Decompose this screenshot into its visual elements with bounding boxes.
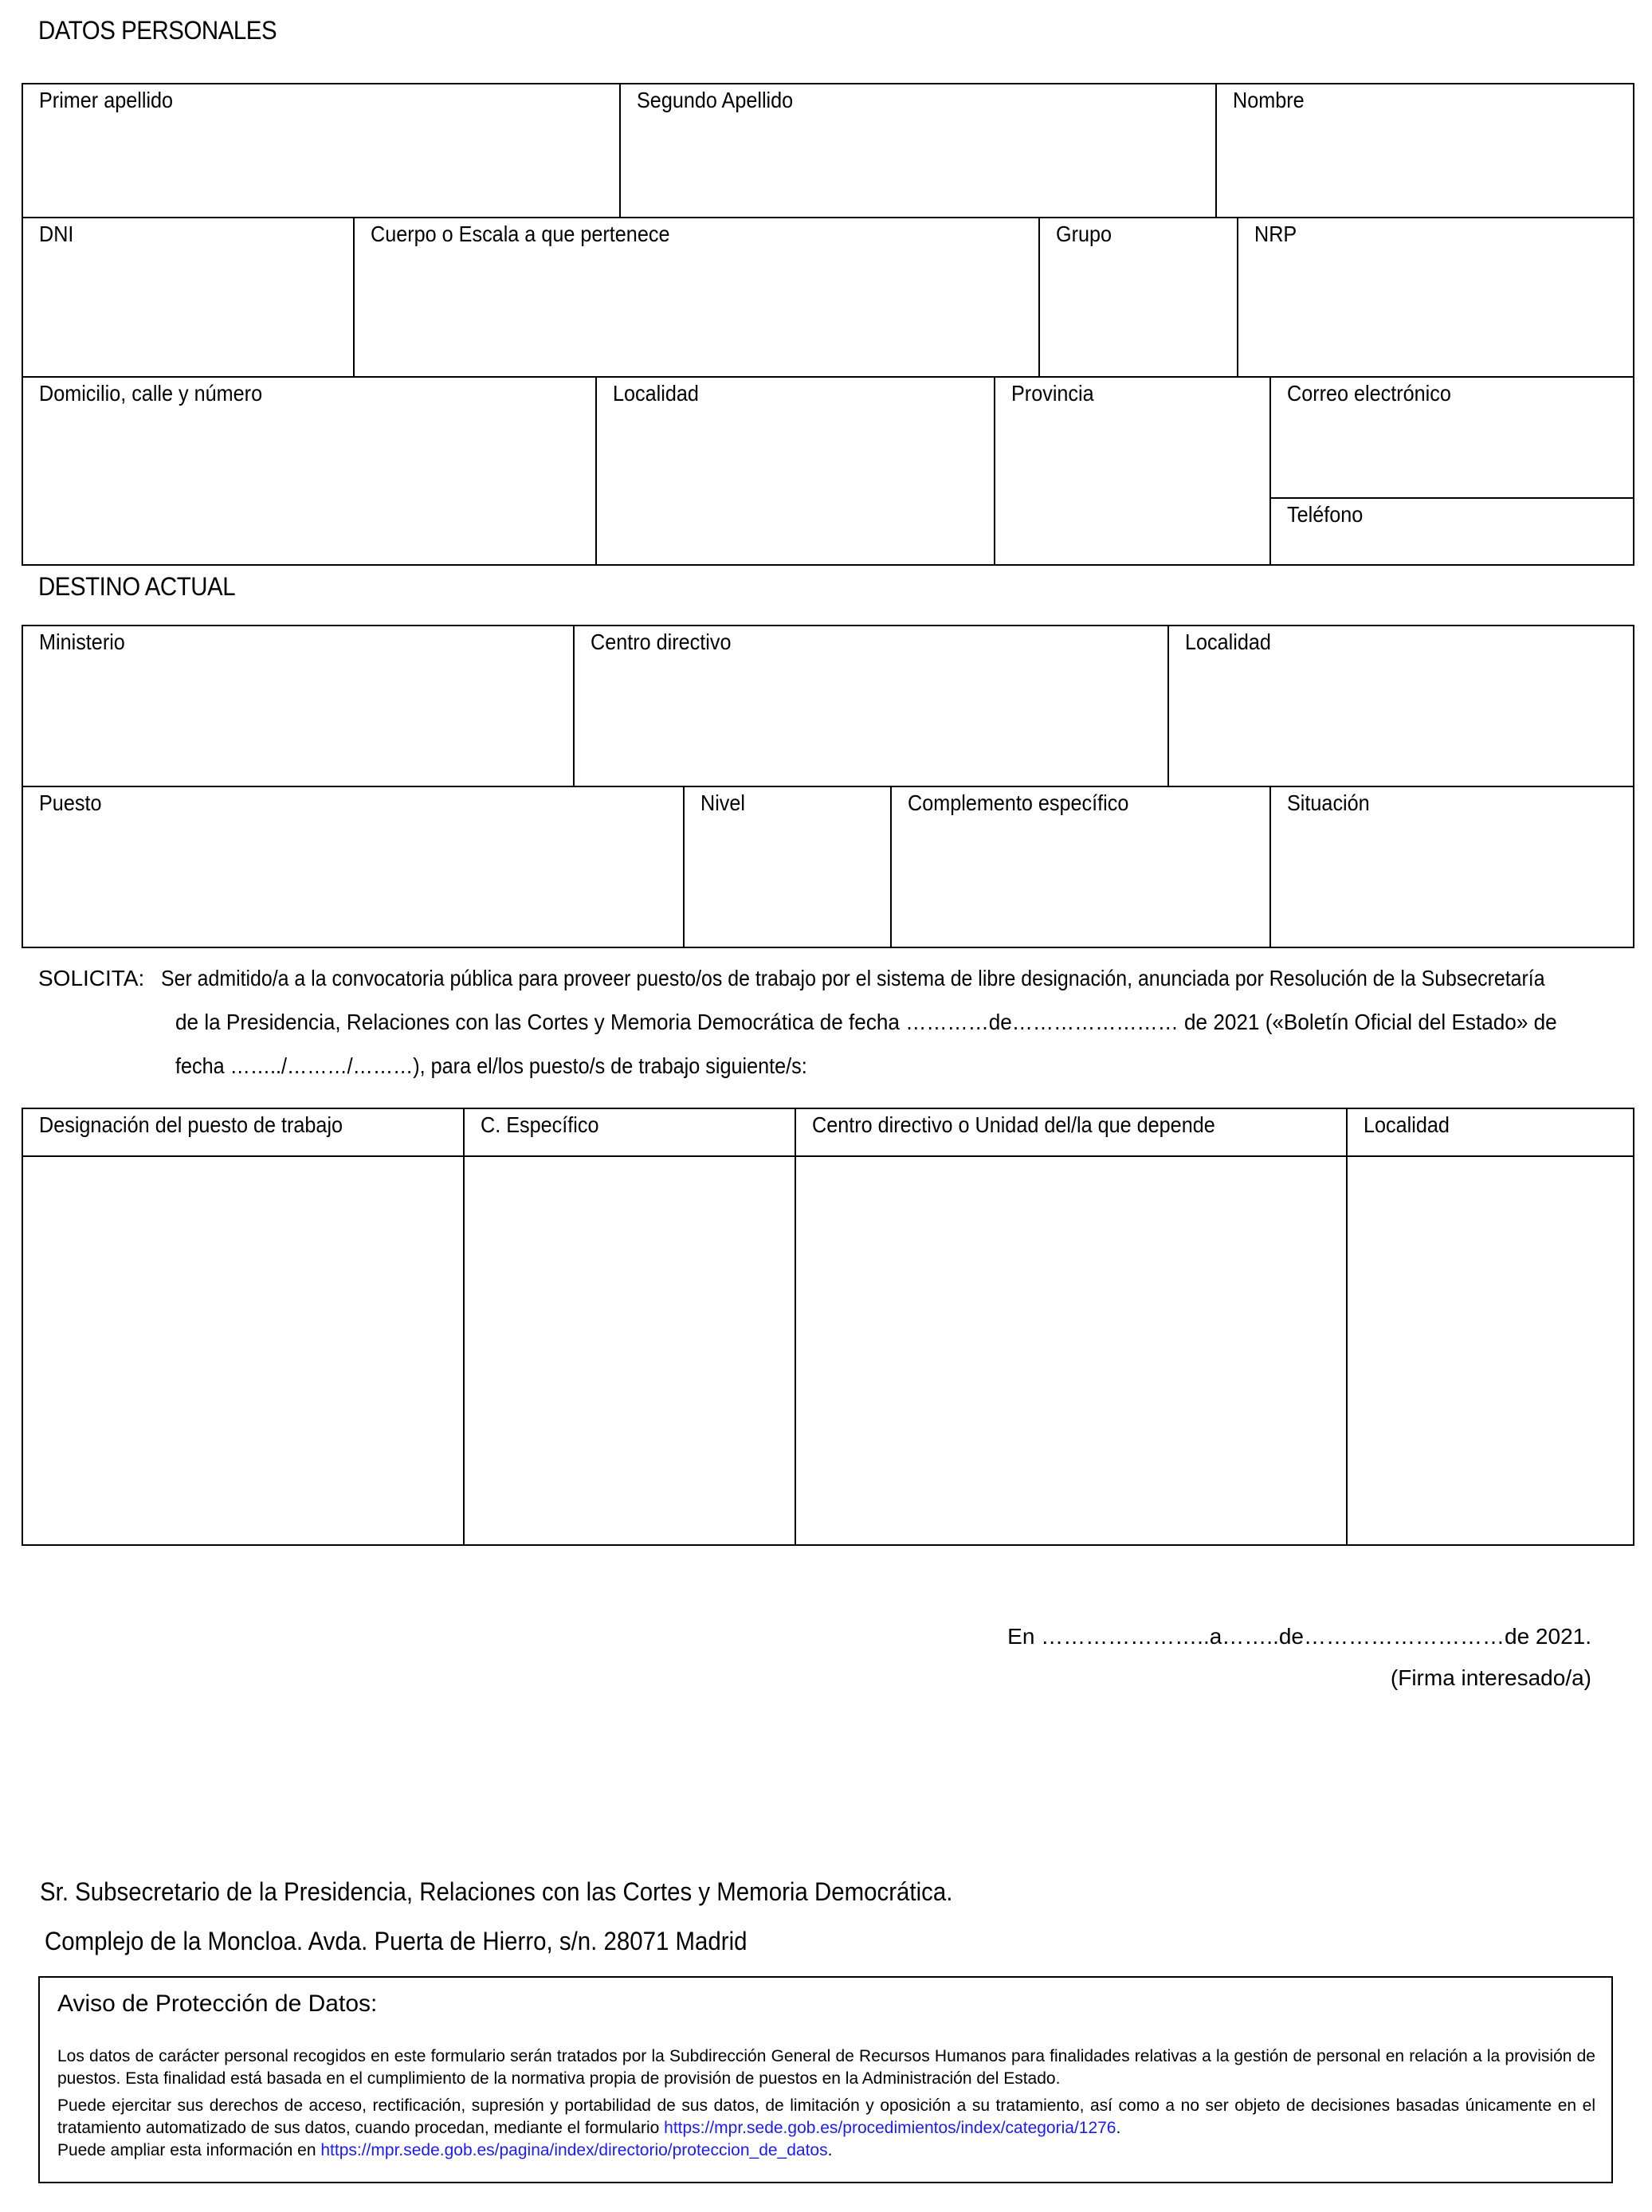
field-nombre[interactable]: [1217, 84, 1633, 218]
field-label: DNI: [39, 222, 74, 246]
field-label: NRP: [1254, 222, 1297, 246]
field-ministerio[interactable]: [23, 626, 575, 787]
section-heading-datos-personales: DATOS PERSONALES: [38, 16, 277, 45]
proteccion-datos-link[interactable]: https://mpr.sede.gob.es/pagina/index/directorio/proteccion_de_datos: [320, 2141, 828, 2159]
field-label: Provincia: [1011, 381, 1094, 406]
header-label: Centro directivo o Unidad del/la que depende: [812, 1112, 1215, 1137]
field-label: Teléfono: [1287, 502, 1364, 527]
field-label: Primer apellido: [39, 88, 174, 112]
field-label: Ministerio: [39, 629, 125, 654]
field-nivel[interactable]: [685, 787, 892, 947]
aviso-paragraph-2: Puede ejercitar sus derechos de acceso, rectificación, supresión y portabilidad de sus datos, de limitación y oposición a su tratamiento, así como a no ser objeto de decisiones basadas únicamente en el tratamiento automatizado de sus datos, cuando procedan, mediante el formulario https://mpr.sede.gob.es/procedimientos/index/categoria/1276. Puede ampliar esta información en https://mpr.sede.gob.es/pagina/index/directorio/proteccion_de_datos.: [57, 2096, 1595, 2159]
field-situacion[interactable]: [1271, 787, 1633, 947]
field-provincia[interactable]: [995, 378, 1271, 564]
table-header-designacion: [23, 1109, 465, 1157]
header-label: Localidad: [1364, 1112, 1450, 1137]
header-label: C. Específico: [481, 1112, 599, 1137]
solicita-label: SOLICITA:: [38, 966, 145, 990]
solicita-line-3: fecha ……../………/………), para el/los puesto/s de trabajo siguiente/s:: [175, 1053, 807, 1078]
field-domicilio[interactable]: [23, 378, 597, 564]
field-telefono[interactable]: [1271, 499, 1633, 564]
field-segundo-apellido[interactable]: [621, 84, 1217, 218]
table-header-centro-directivo: [796, 1109, 1348, 1157]
datos-personales-table: [22, 83, 1634, 566]
field-complemento-especifico[interactable]: [892, 787, 1271, 947]
field-label: Grupo: [1056, 222, 1112, 246]
destinatario-line-1: Sr. Subsecretario de la Presidencia, Relaciones con las Cortes y Memoria Democrática.: [40, 1877, 953, 1906]
field-label: Puesto: [39, 790, 102, 815]
field-label: Correo electrónico: [1287, 381, 1451, 406]
aviso-paragraph-2-text: Puede ejercitar sus derechos de acceso, rectificación, supresión y portabilidad de sus datos, de limitación y oposición a su tratamiento, así como a no ser objeto de decisiones basadas únicamente en el tratamiento automatizado de sus datos, cuando procedan, mediante el formulario: [57, 2096, 1595, 2137]
aviso-body: [57, 2045, 1595, 2167]
field-dni[interactable]: [23, 218, 355, 378]
field-grupo[interactable]: [1040, 218, 1238, 378]
table-cell-localidad[interactable]: [1348, 1157, 1633, 1544]
field-label: Segundo Apellido: [637, 88, 794, 112]
lugar-fecha-line[interactable]: En …………………..a……..de………………………de 2021.: [1007, 1624, 1591, 1649]
field-label: Nombre: [1233, 88, 1305, 112]
field-label: Cuerpo o Escala a que pertenece: [371, 222, 670, 246]
destino-actual-table: [22, 625, 1634, 948]
field-puesto[interactable]: [23, 787, 685, 947]
field-centro-directivo[interactable]: [575, 626, 1169, 787]
firma-interesado-label: (Firma interesado/a): [1390, 1665, 1591, 1690]
field-label: Complemento específico: [908, 790, 1129, 815]
field-localidad-destino[interactable]: [1169, 626, 1633, 787]
table-header-c-especifico: [465, 1109, 796, 1157]
table-cell-designacion[interactable]: [23, 1157, 465, 1544]
field-label: Centro directivo: [591, 629, 732, 654]
table-cell-c-especifico[interactable]: [465, 1157, 796, 1544]
table-cell-centro-directivo[interactable]: [796, 1157, 1348, 1544]
field-label: Nivel: [700, 790, 746, 815]
solicita-line-2: de la Presidencia, Relaciones con las Cortes y Memoria Democrática de fecha …………de…………………… de 2021 («Boletín Oficial del Estado» de: [175, 1010, 1557, 1034]
field-nrp[interactable]: [1238, 218, 1633, 378]
destinatario-line-2: Complejo de la Moncloa. Avda. Puerta de Hierro, s/n. 28071 Madrid: [45, 1927, 748, 1955]
header-label: Designación del puesto de trabajo: [39, 1112, 343, 1137]
aviso-title: Aviso de Protección de Datos:: [57, 1990, 378, 2017]
field-label: Localidad: [613, 381, 699, 406]
aviso-proteccion-datos: [38, 1976, 1613, 2183]
solicita-line-1: Ser admitido/a a la convocatoria pública para proveer puesto/os de trabajo por el sistema de libre designación, anunciada por Resolución de la Subsecretaría: [161, 966, 1545, 990]
field-localidad[interactable]: [597, 378, 995, 564]
section-heading-destino-actual: DESTINO ACTUAL: [38, 572, 236, 601]
field-label: Situación: [1287, 790, 1370, 815]
formulario-derechos-link[interactable]: https://mpr.sede.gob.es/procedimientos/index/categoria/1276: [664, 2119, 1116, 2137]
field-cuerpo-escala[interactable]: [355, 218, 1040, 378]
field-correo-electronico[interactable]: [1271, 378, 1633, 499]
field-primer-apellido[interactable]: [23, 84, 621, 218]
aviso-paragraph-1: Los datos de carácter personal recogidos en este formulario serán tratados por la Subdirección General de Recursos Humanos para finalidades relativas a la gestión de personal en relación a la provisión de puestos. Esta finalidad está basada en el cumplimiento de la normativa propia de provisión de puestos en la Administración del Estado.: [57, 2047, 1595, 2088]
puestos-solicitados-table: [22, 1108, 1634, 1546]
field-label: Domicilio, calle y número: [39, 381, 263, 406]
table-header-localidad: [1348, 1109, 1633, 1157]
aviso-paragraph-3-text: Puede ampliar esta información en: [57, 2141, 316, 2159]
field-label: Localidad: [1185, 629, 1271, 654]
